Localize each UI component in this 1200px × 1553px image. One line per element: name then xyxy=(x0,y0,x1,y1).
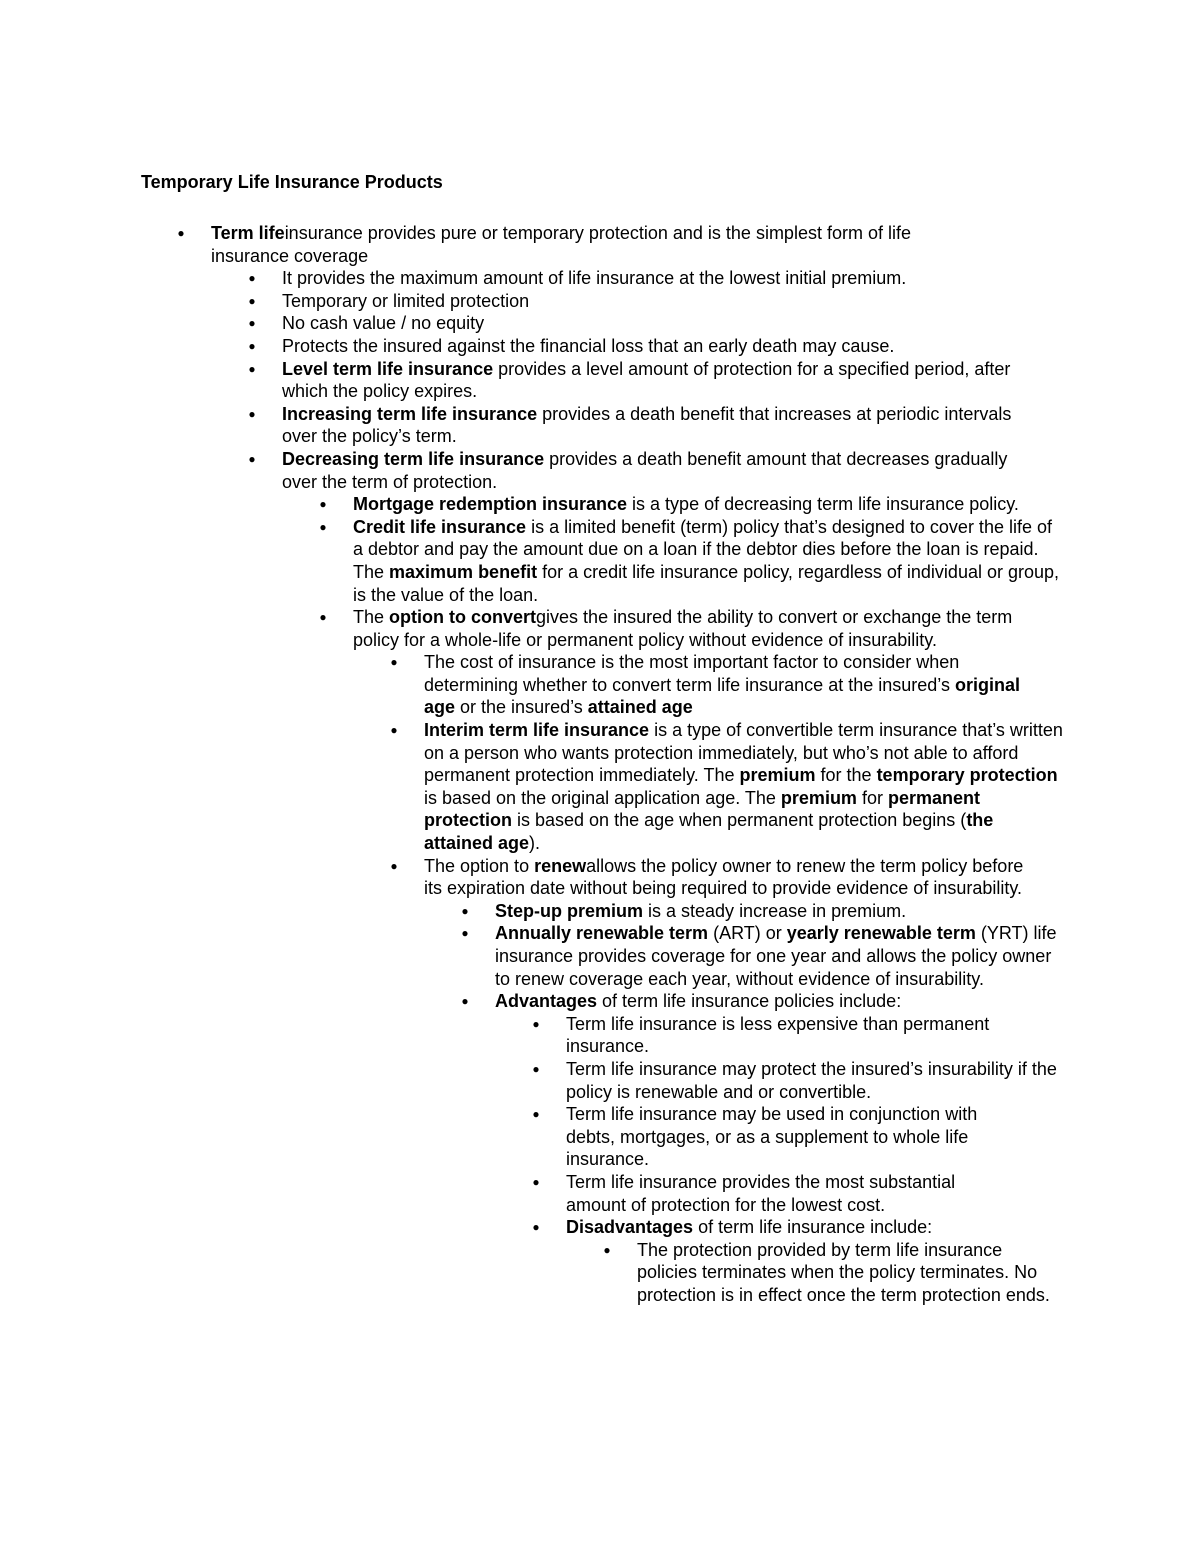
list-item-advantage-conjunction xyxy=(532,1103,1071,1171)
bullet-icon: ● xyxy=(319,610,327,625)
document-title: Temporary Life Insurance Products xyxy=(141,172,443,192)
bullet-icon: ● xyxy=(248,293,256,308)
bold-term: Increasing term life insurance xyxy=(282,403,538,424)
list-item-text xyxy=(282,358,1042,403)
bullet-list-level-2 xyxy=(248,267,1071,1306)
list-item-cost-of-insurance xyxy=(390,651,1071,719)
list-item-text xyxy=(495,990,1071,1013)
bullet-icon: ● xyxy=(319,519,327,534)
bullet-icon: ● xyxy=(248,406,256,421)
item-text-run: is based on the original application age. The xyxy=(424,787,781,808)
bullet-icon: ● xyxy=(177,226,185,240)
list-item-text xyxy=(424,719,1064,855)
item-text-run: allows the policy owner to renew the term policy before its expiration date without being required to provide evidence of insurability. xyxy=(424,855,1024,899)
bullet-icon: ● xyxy=(319,497,327,512)
bullet-icon: ● xyxy=(248,271,256,286)
bold-term: maximum benefit xyxy=(389,561,538,582)
item-text-run: ). xyxy=(529,833,541,854)
bullet-icon: ● xyxy=(248,451,256,466)
list-item-option-to-convert xyxy=(319,606,1071,1306)
list-item-text xyxy=(211,222,981,267)
list-item-text xyxy=(424,855,1044,900)
list-item-advantage-insurability xyxy=(532,1058,1071,1103)
list-item-text xyxy=(353,493,1033,516)
bullet-list-level-5 xyxy=(461,900,1071,1307)
bold-term: Level term life insurance xyxy=(282,358,494,379)
item-text-run: of term life insurance policies include: xyxy=(597,991,902,1012)
item-text-run: The xyxy=(353,607,390,628)
item-text-run: provides a death benefit amount that decreases gradually over the term of protection. xyxy=(282,448,1008,492)
list-item-text xyxy=(353,516,1063,606)
item-text-run: or the insured’s xyxy=(455,697,588,718)
item-text-run: The option to xyxy=(424,855,535,876)
bold-term: premium xyxy=(780,787,857,808)
list-item-text: Protects the insured against the financial loss that an early death may cause. xyxy=(282,335,895,356)
list-item-temporary xyxy=(248,290,1071,313)
item-text-run: (YRT) life insurance provides coverage for one year and allows the policy owner to renew coverage each year, without evidence of insurability. xyxy=(495,923,1057,989)
list-item-text: Term life insurance may be used in conjunction with debts, mortgages, or as a supplement to whole life insurance. xyxy=(566,1104,978,1170)
item-text-run: for a credit life insurance policy, regardless of individual or group, is the value of the loan. xyxy=(353,561,1060,605)
bullet-icon: ● xyxy=(603,1242,611,1257)
item-text-run: of term life insurance include: xyxy=(693,1217,933,1238)
list-item-advantage-less-expensive xyxy=(532,1013,1071,1058)
bullet-icon: ● xyxy=(532,1061,540,1076)
list-item-mortgage-redemption xyxy=(319,493,1071,516)
item-text-run: (ART) or xyxy=(708,923,787,944)
bold-term: Term life xyxy=(211,223,285,243)
bold-term: Annually renewable term xyxy=(495,923,709,944)
bold-term: option to convert xyxy=(389,607,537,628)
list-item-increasing-term xyxy=(248,403,1071,448)
bullet-list-level-1 xyxy=(177,222,1071,1307)
bold-term: Disadvantages xyxy=(566,1217,694,1238)
item-text-run: provides a death benefit that increases at periodic intervals over the policy’s term. xyxy=(282,403,1012,447)
bold-term: original age xyxy=(424,674,1020,718)
item-text-run: gives the insured the ability to convert or exchange the term policy for a whole-life or permanent policy without evidence of insurability. xyxy=(353,607,1013,650)
list-item-protects xyxy=(248,335,1071,358)
list-item-annually-renewable-term xyxy=(461,922,1071,990)
list-item-text: It provides the maximum amount of life insurance at the lowest initial premium. xyxy=(282,268,907,289)
bullet-icon: ● xyxy=(532,1220,540,1235)
item-text-run: provides a level amount of protection for a specified period, after which the policy expires. xyxy=(282,358,1011,402)
list-item-text: Term life insurance may protect the insured’s insurability if the policy is renewable and or convertible. xyxy=(566,1058,1057,1102)
list-item-text xyxy=(566,1216,1071,1239)
list-item-disadvantage-terminates xyxy=(603,1239,1071,1307)
bullet-icon: ● xyxy=(461,926,469,941)
bullet-list-level-3 xyxy=(319,493,1071,1306)
list-item-text: Term life insurance is less expensive than permanent insurance. xyxy=(566,1013,990,1057)
list-item-text xyxy=(282,403,1042,448)
list-item-text xyxy=(495,900,1071,923)
bullet-icon: ● xyxy=(248,361,256,376)
item-text-run: is a type of convertible term insurance that’s written on a person who wants protection immediately, but who’s not able to afford permanent protection immediately. The xyxy=(424,720,1063,786)
list-item-disadvantages xyxy=(532,1216,1071,1306)
bullet-icon: ● xyxy=(248,338,256,353)
bullet-icon: ● xyxy=(532,1016,540,1031)
list-item-no-cash-value xyxy=(248,312,1071,335)
bullet-icon: ● xyxy=(390,723,398,738)
bullet-icon: ● xyxy=(461,903,469,918)
item-text-run: for the xyxy=(815,765,877,786)
list-item-text xyxy=(282,448,1042,493)
bold-term: yearly renewable term xyxy=(786,923,976,944)
list-item-level-term xyxy=(248,358,1071,403)
bullet-list-level-6 xyxy=(532,1013,1071,1307)
list-item-step-up-premium xyxy=(461,900,1071,923)
bullet-icon: ● xyxy=(390,858,398,873)
list-item-text: No cash value / no equity xyxy=(282,313,485,334)
list-item-text xyxy=(353,606,1043,651)
bold-term: the attained age xyxy=(424,810,994,854)
item-text-run: The cost of insurance is the most important factor to consider when determining whether to convert term life insurance at the insured’s xyxy=(424,652,960,695)
list-item-option-to-renew xyxy=(390,855,1071,1307)
list-item-text xyxy=(495,922,1065,990)
list-item-decreasing-term xyxy=(248,448,1071,1307)
bold-term: Advantages xyxy=(495,991,598,1012)
list-item-text xyxy=(424,651,1024,719)
bullet-icon: ● xyxy=(248,316,256,331)
list-item-max-amount xyxy=(248,267,1071,290)
list-item-interim-term xyxy=(390,719,1071,855)
bullet-list-level-7 xyxy=(603,1239,1071,1307)
bold-term: Decreasing term life insurance xyxy=(282,448,545,469)
bullet-icon: ● xyxy=(461,994,469,1009)
bold-term: Interim term life insurance xyxy=(424,720,650,741)
bold-term: premium xyxy=(739,765,816,786)
item-text-run: is a limited benefit (term) policy that’s designed to cover the life of a debtor and pay the amount due on a loan if the debtor dies before the loan is repaid. The xyxy=(353,516,1052,582)
list-item-text: The protection provided by term life insurance policies terminates when the policy terminates. No protection is in effect once the term protection ends. xyxy=(637,1239,1050,1305)
list-item-advantages xyxy=(461,990,1071,1306)
bullet-icon: ● xyxy=(532,1174,540,1189)
item-text-run: for xyxy=(856,787,888,808)
bold-term: Step-up premium xyxy=(495,900,644,921)
bold-term: Credit life insurance xyxy=(353,516,527,537)
item-text-run: is a type of decreasing term life insurance policy. xyxy=(627,494,1019,515)
bold-term: temporary protection xyxy=(876,765,1058,786)
list-item-credit-life xyxy=(319,516,1071,606)
bold-term: renew xyxy=(534,855,587,876)
item-text-run: is a steady increase in premium. xyxy=(643,900,907,921)
term-life-outline xyxy=(177,222,1071,1307)
list-item-text: Temporary or limited protection xyxy=(282,290,530,311)
list-item-term-life xyxy=(177,222,1071,1307)
list-item-text: Term life insurance provides the most substantial amount of protection for the lowest cost. xyxy=(566,1171,956,1215)
list-item-advantage-substantial xyxy=(532,1171,1071,1216)
bullet-icon: ● xyxy=(390,655,398,670)
bullet-icon: ● xyxy=(532,1107,540,1122)
bullet-list-level-4 xyxy=(390,651,1071,1306)
bold-term: permanent protection xyxy=(424,787,980,831)
item-text-run: is based on the age when permanent protection begins ( xyxy=(512,810,967,831)
item-text-run: insurance provides pure or temporary protection and is the simplest form of life insurance coverage xyxy=(211,223,911,266)
bold-term: Mortgage redemption insurance xyxy=(353,494,628,515)
bold-term: attained age xyxy=(587,697,693,718)
